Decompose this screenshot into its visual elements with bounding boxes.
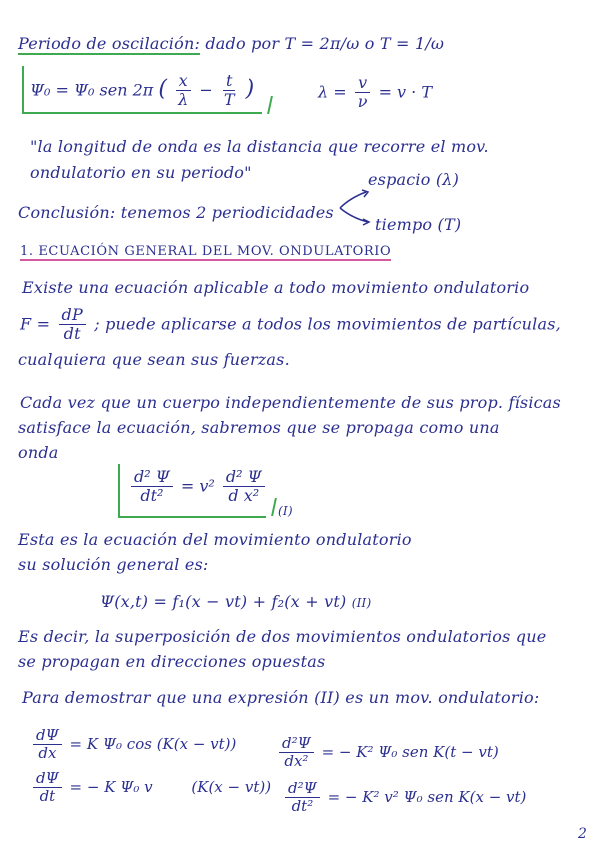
wave-tag: (I): [278, 504, 293, 518]
deriv4-frac: [285, 780, 320, 816]
deriv2-num: d²Ψ: [279, 735, 314, 753]
psi-frac1-den: λ: [178, 90, 189, 110]
deriv1-frac: [33, 727, 62, 763]
psi-equation-left: Ψ₀ = Ψ₀ sen 2π: [30, 80, 154, 100]
section-title: [20, 244, 391, 259]
deriv2-frac: [279, 735, 314, 771]
period-label: Periodo de oscilación:: [18, 34, 201, 53]
para1-frac: [59, 306, 86, 344]
para3-line-a: Esta es la ecuación del movimiento ondulatorio: [18, 530, 412, 549]
para2-line-b: satisface la ecuación, sabremos que se propaga como una: [18, 418, 500, 437]
wave-lhs: [131, 468, 173, 506]
branch-time: tiempo (T): [375, 215, 462, 234]
psi-box-tick: [253, 96, 273, 114]
deriv3-tail: (K(x − vt)): [191, 777, 272, 796]
psi-frac2-den: T: [223, 90, 235, 110]
para5-line: Para demostrar que una expresión (II) es un mov. ondulatorio:: [22, 688, 540, 707]
quote-line-2: ondulatorio en su periodo": [30, 163, 252, 182]
lambda-equation: [318, 74, 432, 112]
lambda-frac: [355, 74, 371, 112]
period-line: [18, 34, 444, 53]
deriv1-den: dx: [38, 744, 57, 763]
deriv3-rhs: = − K Ψ₀ v: [69, 777, 153, 796]
deriv-dpsi-dt: [30, 770, 271, 806]
para1-lhs: F =: [20, 314, 51, 334]
general-solution: [100, 592, 371, 611]
para4-line-b: se propagan en direcciones opuestas: [18, 652, 326, 671]
deriv3-frac: [33, 770, 62, 806]
para2-line-a: Cada vez que un cuerpo independientemente de sus prop. físicas: [20, 393, 561, 412]
wave-lhs-num: d² Ψ: [131, 468, 173, 487]
para1-frac-num: dP: [59, 306, 86, 325]
deriv1-num: dΨ: [33, 727, 62, 745]
conclusion-line: Conclusión: tenemos 2 periodicidades: [18, 203, 334, 222]
wave-equation: [128, 468, 268, 506]
wave-rhs-num: d² Ψ: [223, 468, 265, 487]
period-text: dado por T = 2π/ω o T = 1/ω: [205, 34, 445, 53]
wave-lhs-den: dt²: [140, 486, 164, 506]
para1-text: ; puede aplicarse a todos los movimientos de partículas,: [94, 314, 561, 334]
general-solution-tag: (II): [351, 596, 372, 610]
deriv4-rhs: = − K² v² Ψ₀ sen K(x − vt): [327, 787, 527, 806]
deriv-d2psi-dx2: [276, 735, 499, 771]
psi-minus: −: [199, 80, 213, 100]
general-solution-text: Ψ(x,t) = f₁(x − vt) + f₂(x + vt): [100, 592, 347, 611]
deriv2-rhs: = − K² Ψ₀ sen K(t − vt): [321, 742, 499, 761]
wave-mid: = v²: [180, 476, 215, 496]
deriv-d2psi-dt2: [282, 780, 526, 816]
wave-rhs: [223, 468, 265, 506]
deriv2-den: dx²: [284, 752, 309, 771]
lambda-num: v: [355, 74, 370, 93]
psi-box-bottom: [22, 112, 262, 114]
para1-line-c: cualquiera que sean sus fuerzas.: [18, 350, 290, 369]
deriv1-rhs: = K Ψ₀ cos (K(x − vt)): [69, 734, 237, 753]
deriv3-num: dΨ: [33, 770, 62, 788]
page-number: 2: [578, 826, 588, 842]
deriv4-den: dt²: [291, 797, 314, 816]
lambda-den: ν: [357, 92, 368, 112]
wave-rhs-den: d x²: [228, 486, 260, 506]
wave-box-tick: [257, 498, 277, 516]
branch-arrows: [338, 188, 378, 228]
quote-line-1: "la longitud de onda es la distancia que recorre el mov.: [30, 137, 489, 156]
section-title-text: 1. ECUACIÓN GENERAL DEL MOV. ONDULATORIO: [20, 244, 392, 259]
psi-frac2-num: t: [223, 72, 235, 91]
lambda-left: λ =: [318, 82, 347, 102]
branch-space: espacio (λ): [368, 170, 460, 189]
lambda-right: = v · T: [378, 82, 433, 102]
deriv4-num: d²Ψ: [285, 780, 320, 798]
deriv3-den: dt: [39, 787, 56, 806]
para1-frac-den: dt: [63, 324, 81, 344]
psi-frac-t-T: [221, 72, 238, 110]
psi-frac1-num: x: [176, 72, 191, 91]
psi-frac-x-lambda: [175, 72, 191, 110]
psi-equation: Ψ₀ = Ψ₀ sen 2π ( $\frac{x}{\lambda}$ − $\frac{t}{T}$ ): [30, 71, 255, 110]
psi-box-left: [22, 66, 24, 114]
deriv-dpsi-dx: [30, 727, 236, 763]
para1-line-a: Existe una ecuación aplicable a todo movimiento ondulatorio: [22, 278, 530, 297]
para2-line-c: onda: [18, 443, 59, 462]
para1-line-b: [20, 306, 561, 344]
para4-line-a: Es decir, la superposición de dos movimientos ondulatorios que: [18, 627, 547, 646]
para3-line-b: su solución general es:: [18, 555, 209, 574]
wave-box-bottom: [118, 516, 266, 518]
wave-box-left: [118, 464, 120, 518]
